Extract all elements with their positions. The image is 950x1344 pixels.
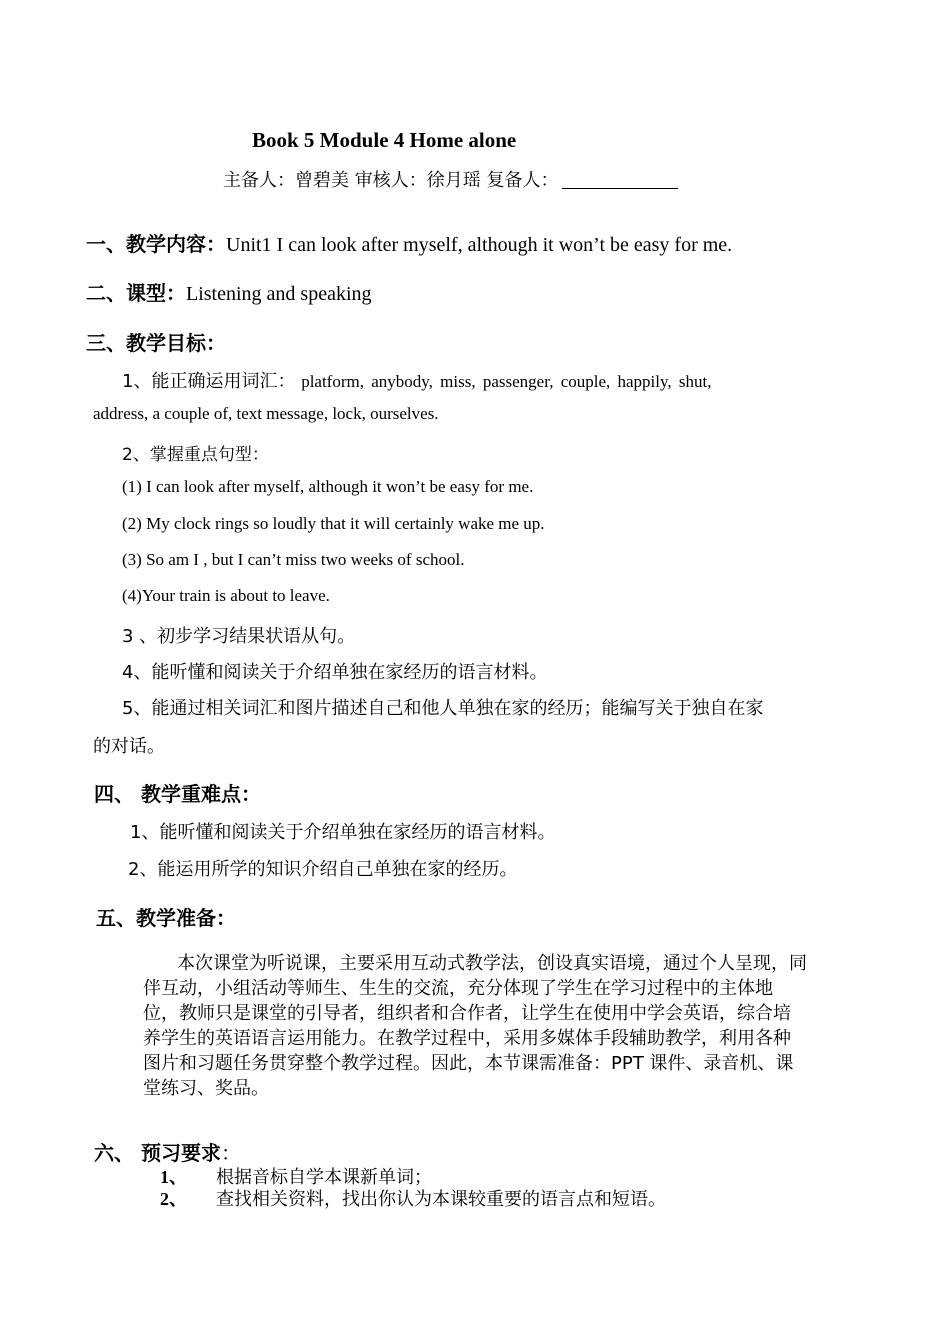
section-preparation-heading: 五、教学准备： — [96, 906, 236, 930]
objective-2: 2、掌握重点句型： — [122, 445, 269, 465]
preview-item-2-text: 查找相关资料，找出你认为本课较重要的语言点和短语。 — [216, 1189, 666, 1210]
objective-4: 4、能听懂和阅读关于介绍单独在家经历的语言材料。 — [122, 662, 548, 683]
section-value: Listening and speaking — [186, 283, 372, 305]
key-point-2: 2、能运用所学的知识介绍自己单独在家的经历。 — [128, 859, 518, 880]
section-label: 六、 预习要求 — [94, 1141, 221, 1165]
preparer-text: 主备人：曾碧美 审核人：徐月瑶 复备人： — [223, 170, 559, 191]
section-key-points-heading: 四、 教学重难点： — [94, 782, 261, 806]
document-title: Book 5 Module 4 Home alone — [252, 128, 517, 152]
objective-5: 5、能通过相关词汇和图片描述自己和他人单独在家的经历；能编写关于独自在家 — [122, 698, 764, 719]
section-label: 一、教学内容： — [86, 232, 226, 256]
section-value: Unit1 I can look after myself, although it won’t be easy for me. — [226, 234, 733, 256]
objective-1-label: 1、能正确运用词汇： — [122, 371, 296, 392]
section-preview-heading — [94, 1137, 241, 1166]
objective-3: 3 、初步学习结果状语从句。 — [122, 626, 356, 647]
sentence-4: (4)Your train is about to leave. — [122, 586, 330, 605]
preview-item-1-number: 1、 — [160, 1167, 187, 1187]
sentence-2: (2) My clock rings so loudly that it will certainly wake me up. — [122, 514, 545, 533]
preparer-blank — [562, 170, 678, 189]
preview-item-2-number: 2、 — [160, 1189, 187, 1209]
objective-1-continued: address, a couple of, text message, lock, ourselves. — [93, 404, 439, 423]
section-teaching-content — [86, 228, 732, 257]
objective-1 — [122, 367, 711, 393]
preparation-text: 本次课堂为听说课，主要采用互动式教学法，创设真实语境，通过个人呈现，同伴互动，小组活动等师生、生生的交流，充分体现了学生在学习过程中的主体地位，教师只是课堂的引导者，组织者和合作者，让学生在使用中学会英语，综合培养学生的英语语言运用能力。在教学过程中，采用多媒体手段辅助教学，利用各种图片和习题任务贯穿整个教学过程。因此，本节课需准备：PPT 课件、录音机、课堂练习、奖品。 — [143, 953, 807, 1099]
section-colon: ： — [220, 1141, 241, 1165]
preview-item-1-text: 根据音标自学本课新单词； — [216, 1167, 432, 1188]
preparer-line — [223, 166, 678, 192]
key-point-1: 1、能听懂和阅读关于介绍单独在家经历的语言材料。 — [130, 822, 556, 843]
preparation-paragraph — [143, 951, 808, 1101]
section-objectives-heading: 三、教学目标： — [86, 331, 226, 355]
sentence-3: (3) So am I , but I can’t miss two weeks of school. — [122, 550, 465, 569]
objective-5-continued: 的对话。 — [93, 736, 165, 757]
section-label: 二、课型： — [86, 281, 186, 305]
objective-1-words: platform, anybody, miss, passenger, couple, happily, shut, — [301, 372, 712, 391]
preview-item-2 — [160, 1185, 666, 1211]
sentence-1: (1) I can look after myself, although it won’t be easy for me. — [122, 477, 534, 496]
section-lesson-type — [86, 277, 372, 306]
